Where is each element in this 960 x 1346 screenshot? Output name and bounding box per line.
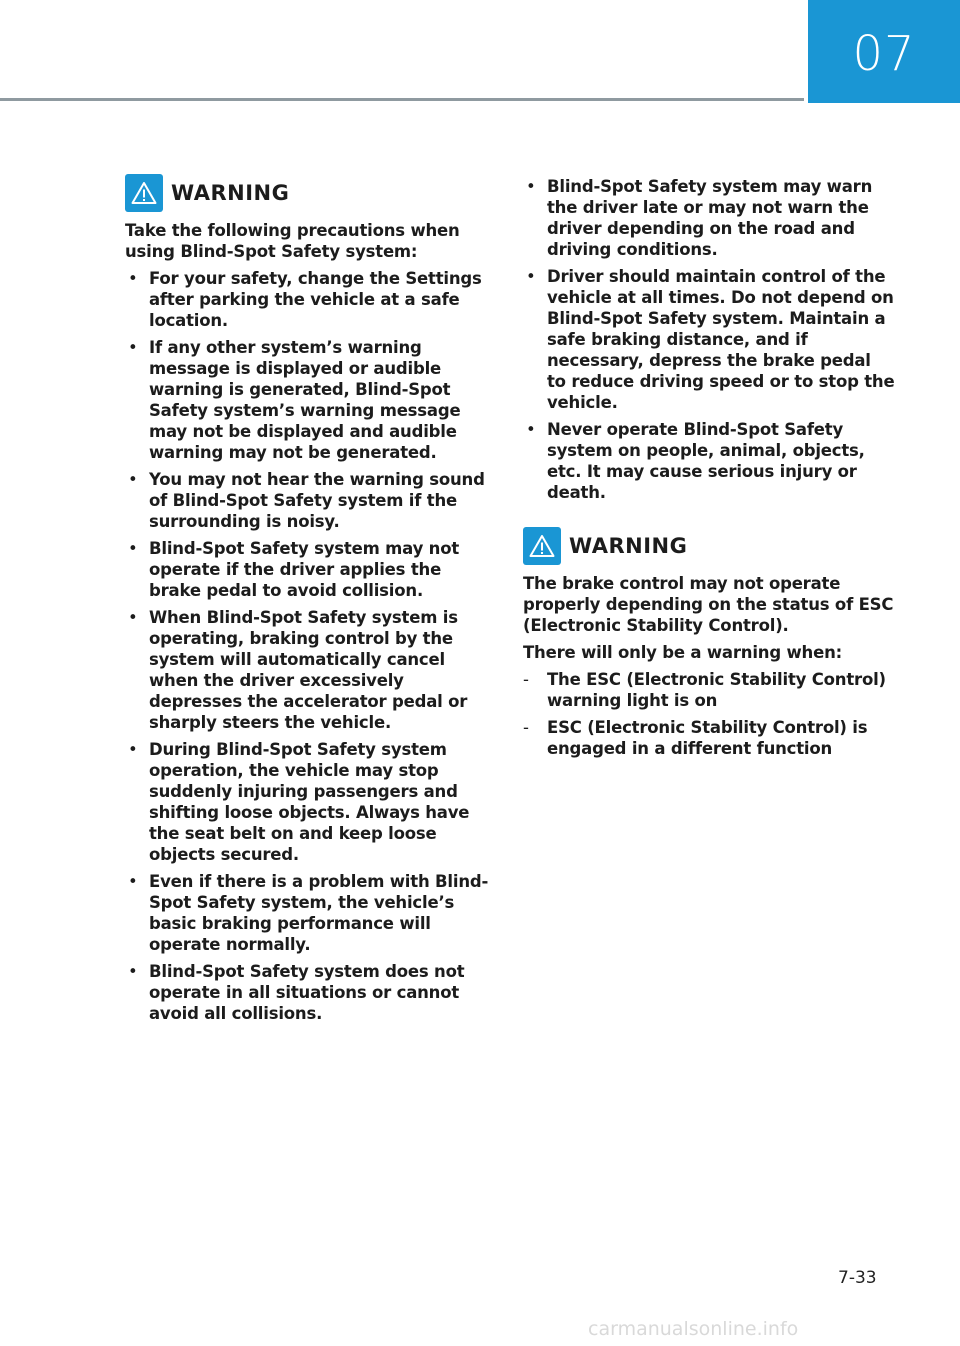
list-item-text: Blind-Spot Safety system may not operate if the driver applies the brake pedal to avoid collision. [149,539,460,600]
bullet-marker: • [128,338,138,357]
bullet-marker: • [128,608,138,627]
list-item [125,469,493,532]
dash-marker: - [523,718,529,737]
list-item-text: When Blind-Spot Safety system is operating, braking control by the system will automatically cancel when the driver excessively depresses the accelerator pedal or sharply steers the vehicle. [149,608,468,732]
list-item-text: During Blind-Spot Safety system operation, the vehicle may stop suddenly injuring passengers and shifting loose objects. Always have the seat belt on and keep loose objects secured. [149,740,470,864]
list-item-text: You may not hear the warning sound of Blind-Spot Safety system if the surrounding is noisy. [149,470,485,531]
list-item [523,669,895,711]
bullet-marker: • [128,539,138,558]
bullet-marker: • [526,177,536,196]
list-item [125,337,493,463]
bullet-marker: • [526,267,536,286]
list-item-text: ESC (Electronic Stability Control) is engaged in a different function [547,718,868,758]
list-item-text: Never operate Blind-Spot Safety system on people, animal, objects, etc. It may cause serious injury or death. [547,420,865,502]
warning-intro: Take the following precautions when using Blind-Spot Safety system: [125,221,460,261]
page-number: 7-33 [838,1268,877,1288]
right-column [523,176,895,765]
list-item [125,607,493,733]
list-item [523,717,895,759]
dash-marker: - [523,670,529,689]
warning-triangle-icon [523,527,561,565]
chapter-tab: 07 [808,0,960,103]
left-column [125,174,493,1030]
list-item-text: Even if there is a problem with Blind-Spot Safety system, the vehicle’s basic braking performance will operate normally. [149,872,489,954]
bullet-marker: • [128,962,138,981]
list-item-text: The ESC (Electronic Stability Control) warning light is on [547,670,886,710]
list-item [125,538,493,601]
precautions-list [125,268,493,1024]
warning-paragraph: The brake control may not operate properly depending on the status of ESC (Electronic Stability Control). [523,574,894,635]
warning-title: WARNING [569,534,688,558]
bullet-marker: • [128,740,138,759]
list-item-text: Driver should maintain control of the vehicle at all times. Do not depend on Blind-Spot Safety system. Maintain a safe braking distance, and if necessary, depress the brake pedal to reduce driving speed or to stop the vehicle. [547,267,895,412]
list-item-text: Blind-Spot Safety system does not operate in all situations or cannot avoid all collisions. [149,962,465,1023]
warning-paragraph: There will only be a warning when: [523,643,843,662]
bullet-marker: • [526,420,536,439]
condition-list [523,669,895,759]
list-item [125,268,493,331]
warning-title: WARNING [171,181,290,205]
warning-heading [125,174,493,212]
list-item-text: For your safety, change the Settings after parking the vehicle at a safe location. [149,269,482,330]
list-item [125,871,493,955]
watermark: carmanualsonline.info [588,1318,799,1340]
list-item-text: Blind-Spot Safety system may warn the driver late or may not warn the driver depending on the road and driving conditions. [547,177,873,259]
list-item [523,419,895,503]
warning-heading [523,527,895,565]
bullet-marker: • [128,872,138,891]
list-item [125,961,493,1024]
bullet-marker: • [128,470,138,489]
header-rule [0,98,804,101]
list-item [523,266,895,413]
warning-triangle-icon [125,174,163,212]
list-item [523,176,895,260]
list-item [125,739,493,865]
list-item-text: If any other system’s warning message is displayed or audible warning is generated, Blind-Spot Safety system’s warning message may not be displayed and audible warning may not be generated. [149,338,461,462]
bullet-marker: • [128,269,138,288]
continued-precautions-list [523,176,895,503]
